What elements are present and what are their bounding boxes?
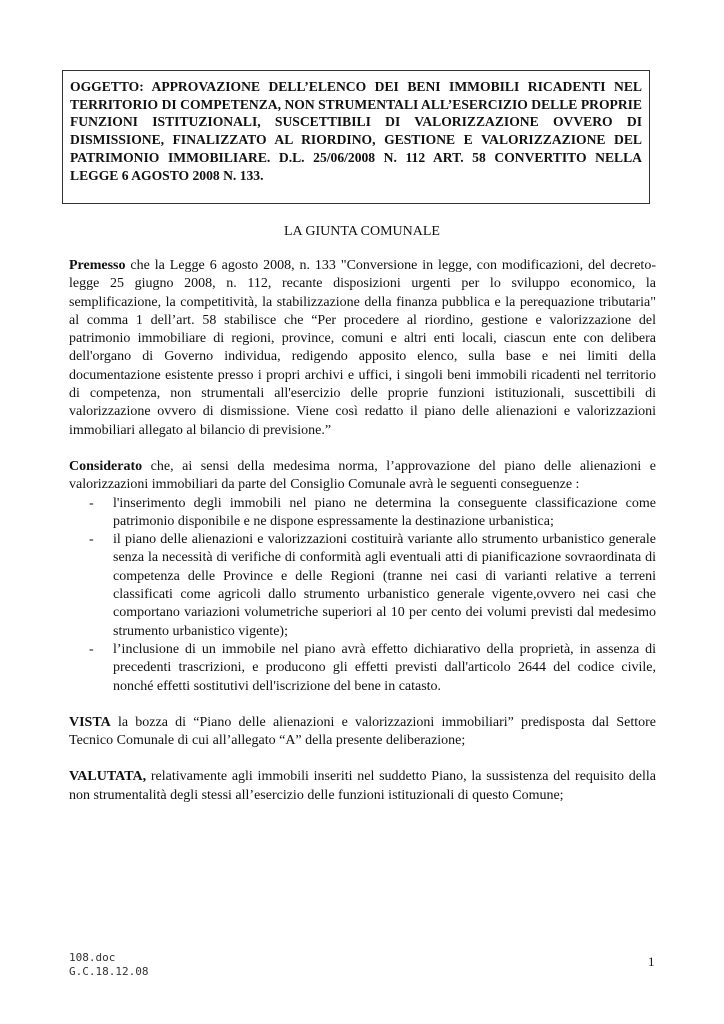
vista-paragraph [69, 714, 656, 751]
document-body [69, 257, 656, 805]
subject-box [62, 70, 650, 204]
bullet-text: l'inserimento degli immobili nel piano ne determina la conseguente classificazione come patrimonio disponibile e ne dispone espressamente la destinazione urbanistica; [113, 495, 656, 529]
premesso-paragraph [69, 257, 656, 440]
bullet-item [69, 531, 656, 641]
bullet-text: l’inclusione di un immobile nel piano avrà effetto dichiarativo della proprietà, in assenza di precedenti trascrizioni, e producono gli effetti previsti dall'articolo 2644 del codice civile, nonché effetti sostitutivi dell'iscrizione del bene in catasto. [113, 641, 656, 694]
bullet-item [69, 641, 656, 696]
valutata-text: relativamente agli immobili inseriti nel suddetto Piano, la sussistenza del requisito della non strumentalità degli stessi all’esercizio delle funzioni istituzionali di questo Comune; [69, 769, 656, 803]
vista-text: la bozza di “Piano delle alienazioni e valorizzazioni immobiliari” predisposta dal Settore Tecnico Comunale di cui all’allegato “A” della presente deliberazione; [69, 714, 656, 749]
footer-doc-name: 108.doc [69, 951, 116, 964]
footer-doc-info [69, 951, 148, 979]
considerato-text: che, ai sensi della medesima norma, l’approvazione del piano delle alienazioni e valorizzazioni immobiliari da parte del Consiglio Comunale avrà le seguenti conseguenze : [69, 458, 656, 493]
subject-text: OGGETTO: APPROVAZIONE DELL’ELENCO DEI BENI IMMOBILI RICADENTI NEL TERRITORIO DI COMPETENZA, NON STRUMENTALI ALL’ESERCIZIO DELLE PROPRIE FUNZIONI ISTITUZIONALI, SUSCETTIBILI DI VALORIZZAZIONE OVVERO DI DISMISSIONE, FINALIZZATO AL RIORDINO, GESTIONE E VALORIZZAZIONE DEL PATRIMONIO IMMOBILIARE. D.L. 25/06/2008 N. 112 ART. 58 CONVERTITO NELLA LEGGE 6 AGOSTO 2008 N. 133. [70, 79, 642, 183]
considerato-lead: Considerato [69, 458, 143, 474]
considerato-paragraph [69, 458, 656, 495]
footer-doc-ref: G.C.18.12.08 [69, 965, 149, 978]
paragraph-gap [69, 750, 656, 768]
paragraph-gap [69, 696, 656, 714]
bullet-dash: - [89, 495, 94, 511]
bullet-item [69, 495, 656, 532]
vista-lead: VISTA [69, 714, 111, 730]
bullet-text: il piano delle alienazioni e valorizzazioni costituirà variante allo strumento urbanistico generale senza la necessità di verifiche di conformità agli eventuali atti di pianificazione sovraordinata di competenza delle Province e delle Regioni (tranne nei casi di varianti relative a terreni classificati come agricoli dallo strumento urbanistico generale vigente,ovvero nei casi che comportano variazioni volumetriche superiori al 10 per cento dei volumi previsti dal medesimo strumento urbanistico vigente); [113, 532, 656, 639]
valutata-lead: VALUTATA, [69, 769, 147, 785]
page-number: 1 [648, 954, 655, 969]
paragraph-gap [69, 440, 656, 458]
premesso-text: che la Legge 6 agosto 2008, n. 133 "Conversione in legge, con modificazioni, del decreto-legge 25 giugno 2008, n. 112, recante disposizioni urgenti per lo sviluppo economico, la semplificazione, la competitività, la stabilizzazione della finanza pubblica e la perequazione tributaria" al comma 1 dell’art. 58 stabilisce che “Per procedere al riordino, gestione e valorizzazione del patrimonio immobiliare di regioni, province, comuni e altri enti locali, ciascun ente con delibera dell'organo di Governo individua, redigendo apposito elenco, sulla base e nei limiti della documentazione esistente presso i propri archivi e uffici, i singoli beni immobili ricadenti nel territorio di competenza, non strumentali all'esercizio delle proprie funzioni istituzionali, suscettibili di valorizzazione ovvero di dismissione. Viene così redatto il piano delle alienazioni e valorizzazioni immobiliari allegato al bilancio di previsione.” [69, 258, 656, 438]
bullet-dash: - [89, 641, 94, 657]
valutata-paragraph [69, 768, 656, 805]
bullet-dash: - [89, 532, 94, 548]
considerato-bullet-list [69, 495, 656, 696]
premesso-lead: Premesso [69, 258, 126, 273]
document-heading: LA GIUNTA COMUNALE [284, 224, 440, 239]
